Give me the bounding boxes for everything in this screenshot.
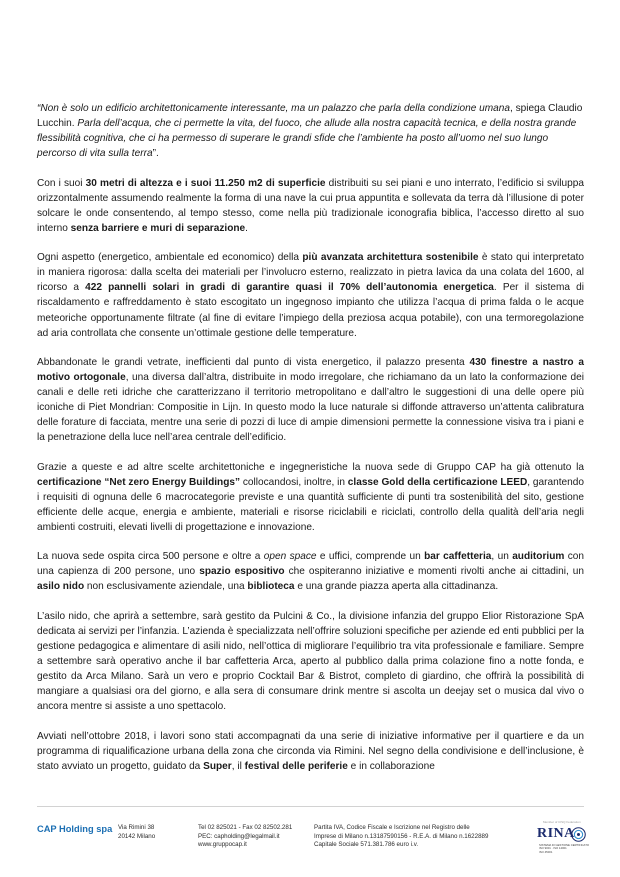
document-body [37,101,584,788]
bold-run: spazio espositivo [199,566,285,578]
page-footer [37,820,597,874]
cert-line: SISTEMA DI GESTIONE CERTIFICATO [539,844,589,847]
text-run: collocandosi, inoltre, in [240,476,348,488]
legal-line: Imprese di Milano n.13187590156 - R.E.A. di Milano n.1622889 [314,832,489,840]
body-paragraph-nursery: L’asilo nido, che aprirà a settembre, sarà gestito da Pulcini & Co., la divisione infanzia del gruppo Elior Ristorazione SpA dedicata ai servizi per l’infanzia. L’azienda è specializzata nell’offrire soluzioni specifiche per aziende ed enti pubblici per la gestione pedagogica e alimentare di asili nido, nell’ottica di migliorare l’equilibrio tra vita professionale e familiare. Sempre a settembre sarà operativo anche il bar caffetteria Arca, aperto al pubblico dalla prima colazione fino a notte fonda, e gestito da Arca Milano. Sarà un vero e proprio Cocktail Bar & Bistrot, completo di giardino, che offrirà la possibilità di mangiare a qualsiasi ora del giorno, e alla sera di consumare drink mentre si ascolta un deejay set o musica dal vivo o ancora mentre si assiste a uno spettacolo. [37,610,584,713]
text-run: , il [231,760,245,772]
body-paragraph-windows [37,355,584,446]
text-run: che ospiteranno iniziative e momenti rivolti anche ai cittadini, un [284,566,584,578]
body-paragraph-certification [37,460,584,535]
text-run: distribuiti su sei piani e uno interrato, l’edificio si sviluppa orizzontalmente assumendo realmente la forma di una nave la cui prua appuntita e sollevata da terra dà l’illusione di poter solcare le onde consentendo, al tempo stesso, come nella più tradizionale iconografia biblica, l’accesso diretto al suo interno [37,177,584,234]
body-paragraph-sustainability [37,250,584,341]
bold-run: classe Gold della certificazione LEED [347,476,528,488]
text-run: con una capienza di 200 persone, uno [37,551,584,578]
website-link[interactable]: www.gruppocap.it [198,841,247,849]
bold-run: 30 metri di altezza e i suoi 11.250 m2 di superficie [85,177,326,189]
text-run: e uffici, comprende un [316,551,425,563]
bold-run: certificazione “Net zero Energy Buildings” [37,476,241,488]
quote-attribution: , spiega Claudio Lucchin. [37,103,583,130]
rina-mark: RINA [537,826,575,841]
text-run: Con i suoi [37,177,86,189]
bold-run: 422 pannelli solari in gradi di garantire quasi il 70% dell’autonomia energetica [85,282,494,294]
text-run: Abbandonate le grandi vetrate, inefficienti dal punto di vista energetico, il palazzo presenta [37,356,470,368]
footer-contacts [198,824,292,850]
address-line: Via Rimini 38 [118,824,155,831]
footer-address [118,824,155,841]
phone-fax: Tel 02 825021 - Fax 02 82502.281 [198,824,293,831]
bold-run: auditorium [512,551,565,563]
text-run: , garantendo i requisiti di ognuna delle 6 macrocategorie previste e una quantità sufficiente di punti tra sostenibilità del sito, gestione efficiente delle acque, energia e ambiente, materiali e risorse riciclabili e riciclati, controllo della qualità dell’aria negli ambienti costruiti, elevati livelli di progettazione e innovazione. [37,476,584,533]
quote-text: “Non è solo un edificio architettonicamente interessante, ma un palazzo che parla della condizione umana [37,103,511,114]
address-line: 20142 Milano [118,832,156,840]
text-run: , una diversa dall’altra, distribuite in modo irregolare, che richiamano da un lato la conformazione dei canali e delle reti idriche che caratterizzano il territorio metropolitano e dall’altro le suggestioni di una delle opere più iconiche di Piet Mondrian: Compositie in Lijn. In questo modo la luce naturale si diffonde attraverso un’attenta calibratura delle forature di facciata, mentre una serie di pozzi di luce di ampie dimensioni permette la connessione visiva tra i piani e la penetrazione della luce nell’area centrale dell’edificio. [37,371,585,444]
body-paragraph-spaces [37,549,584,594]
pec-email: PEC: capholding@legalmail.it [198,832,280,840]
quote-text-continued: Parla dell’acqua, che ci permette la vita, del fuoco, che allude alla nostra capacità tecnica, e della nostra grande flessibilità cognitiva, che ci ha permesso di superare le grandi sfide che l’ambiente ha posto all’uomo nel suo lungo percorso di vita sulla terra [37,118,577,160]
bold-run: 430 finestre a nastro a motivo ortogonale [37,356,584,383]
bold-run: bar caffetteria [424,551,492,563]
text-run: . [245,222,248,234]
legal-line: Capitale Sociale 571.381.786 euro i.v. [314,841,419,849]
bold-run: senza barriere e muri di separazione [70,222,246,234]
footer-divider [37,806,584,807]
text-run: Ogni aspetto (energetico, ambientale ed economico) della [37,252,303,264]
body-paragraph-size [37,176,584,236]
text-run: e una grande piazza aperta alla cittadinanza. [294,581,499,593]
text-run: La nuova sede ospita circa 500 persone e oltre a [37,551,264,563]
cert-line: ISO 9001 · ISO 14001 [539,846,567,851]
body-paragraph-works [37,729,584,774]
bold-run: Super [203,760,232,772]
quote-paragraph [37,101,584,161]
text-run: Grazie a queste e ad altre scelte architettoniche e ingegneristiche la nuova sede di Gruppo CAP ha già ottenuto la [37,461,584,473]
legal-line: Partita IVA, Codice Fiscale e Iscrizione nel Registro delle [314,824,470,831]
text-run: è stato qui interpretato in maniera rigorosa: dalla scelta dei materiali per l’involucro esterno, realizzato in pietra lavica da una colata del 1600, al ricorso a [37,252,584,294]
quote-close: ”. [152,148,159,160]
text-run: , un [491,551,513,563]
text-run: e in collaborazione [347,760,435,772]
text-run: . Per il sistema di riscaldamento e raffreddamento è stato escogitato un ingegnoso impianto che utilizza l’acqua di prima falda o le acque meteoriche opportunamente filtrate (al fine di evitare l’impiego della preziosa acqua potabile), con una termoregolazione ad aria controllata che consente un’ottimale gestione delle temperature. [37,282,584,339]
bold-run: festival delle periferie [244,760,348,772]
text-run: Avviati nell’ottobre 2018, i lavori sono stati accompagnati da una serie di iniziative informative per il quartiere e da un programma di riqualificazione urbana della zona che circonda via Rimini. Nel segno della condivisione e dell’inclusione, è stato avviato un progetto, guidato da [37,730,584,772]
company-name: CAP Holding spa [37,824,113,834]
bold-run: biblioteca [247,581,295,593]
cert-top-text: Member of CISQ Federation [543,820,581,824]
bold-run: più avanzata architettura sostenibile [302,252,479,264]
italic-run: open space [263,551,317,563]
bold-run: asilo nido [37,581,85,593]
cert-sub-text [539,844,589,854]
cert-line: ISO 45001 [539,849,553,854]
cert-seal-icon [571,827,586,842]
footer-legal [314,824,488,850]
text-run: non esclusivamente aziendale, una [84,581,248,593]
rina-certification-logo [537,820,589,864]
